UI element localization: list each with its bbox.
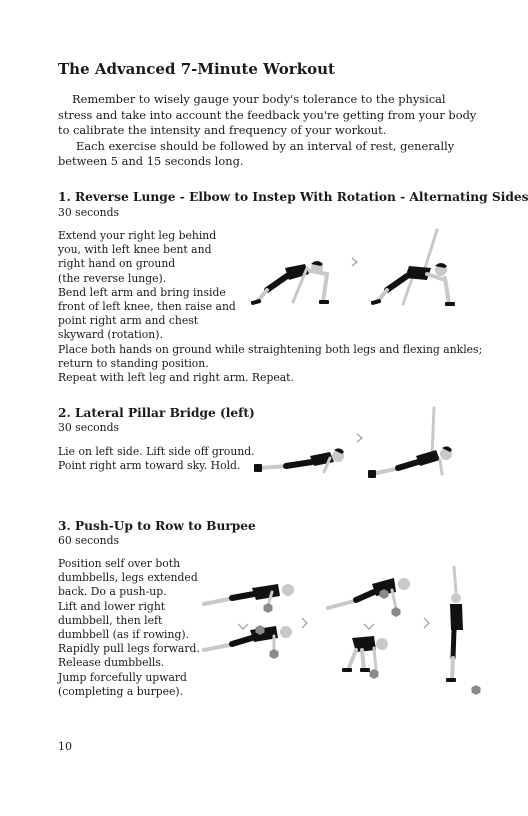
instruction-line: skyward (rotation). bbox=[58, 328, 163, 342]
lateral-pillar-bridge-illustration bbox=[250, 404, 470, 484]
chevron-down-icon bbox=[364, 624, 374, 629]
instruction-line: (completing a burpee). bbox=[58, 684, 184, 698]
exercise-2-instructions bbox=[58, 445, 255, 473]
instruction-line: Position self over both bbox=[58, 557, 181, 570]
instruction-line: back. Do a push-up. bbox=[58, 585, 167, 599]
instruction-line: Bend left arm and bring inside bbox=[58, 285, 226, 299]
intro-text bbox=[58, 92, 478, 170]
instruction-line: return to standing position. bbox=[58, 356, 209, 370]
instruction-line: Lie on left side. Lift side off ground. bbox=[58, 445, 255, 458]
instruction-line: dumbbell, then left bbox=[58, 613, 163, 627]
exercise-1-duration: 30 seconds bbox=[58, 206, 120, 219]
instruction-line: (the reverse lunge). bbox=[58, 271, 167, 285]
instruction-line: Place both hands on ground while straightening both legs and flexing ankles; bbox=[58, 342, 483, 356]
bridge-figure-1 bbox=[254, 448, 344, 472]
intro-paragraph-1: Remember to wisely gauge your body's tolerance to the physical stress and take into account the feedback you're getting from your body to calibrate the intensity and frequency of your workout. bbox=[58, 92, 477, 138]
instruction-line: Release dumbbells. bbox=[58, 656, 165, 670]
instruction-line: Point right arm toward sky. Hold. bbox=[58, 459, 241, 473]
chevron-right-icon bbox=[357, 434, 362, 442]
chevron-right-icon bbox=[302, 618, 307, 628]
intro-paragraph-2: Each exercise should be followed by an interval of rest, generally between 5 and 15 seconds long. bbox=[58, 138, 455, 169]
reverse-lunge-illustration bbox=[245, 228, 470, 316]
instruction-line: right hand on ground bbox=[58, 257, 176, 271]
instruction-line: dumbbells, legs extended bbox=[58, 571, 198, 585]
pushup-figure bbox=[204, 584, 294, 613]
instruction-line: Extend your right leg behind bbox=[58, 229, 217, 242]
instruction-line: Jump forcefully upward bbox=[58, 670, 187, 684]
exercise-2-title: 2. Lateral Pillar Bridge (left) bbox=[58, 406, 255, 420]
row-figure bbox=[328, 578, 410, 617]
tuck-figure bbox=[342, 636, 388, 679]
lunge-figure-2 bbox=[371, 230, 455, 306]
push-up-row-burpee-illustration bbox=[198, 566, 488, 698]
exercise-1-title: 1. Reverse Lunge - Elbow to Instep With Rotation - Alternating Sides bbox=[58, 190, 528, 204]
instruction-line: Rapidly pull legs forward. bbox=[58, 642, 200, 656]
exercise-2-duration: 30 seconds bbox=[58, 421, 120, 434]
exercise-3-instructions bbox=[58, 557, 200, 699]
instruction-line: Lift and lower right bbox=[58, 599, 166, 613]
instruction-line: dumbbell (as if rowing). bbox=[58, 628, 190, 642]
instruction-line: you, with left knee bent and bbox=[58, 243, 212, 257]
chevron-down-icon bbox=[238, 624, 248, 629]
jump-figure bbox=[446, 566, 481, 695]
page-title: The Advanced 7-Minute Workout bbox=[58, 60, 335, 78]
bridge-figure-2 bbox=[368, 408, 452, 478]
row-figure-left bbox=[204, 625, 292, 659]
lunge-figure-1 bbox=[251, 261, 329, 305]
instruction-line: point right arm and chest bbox=[58, 314, 199, 328]
chevron-right-icon bbox=[424, 618, 429, 628]
chevron-right-icon bbox=[352, 258, 357, 266]
page-number: 10 bbox=[58, 740, 72, 753]
exercise-3-title: 3. Push-Up to Row to Burpee bbox=[58, 519, 256, 533]
instruction-line: Repeat with left leg and right arm. Repeat. bbox=[58, 371, 294, 385]
exercise-3-duration: 60 seconds bbox=[58, 534, 120, 547]
instruction-line: front of left knee, then raise and bbox=[58, 300, 236, 314]
